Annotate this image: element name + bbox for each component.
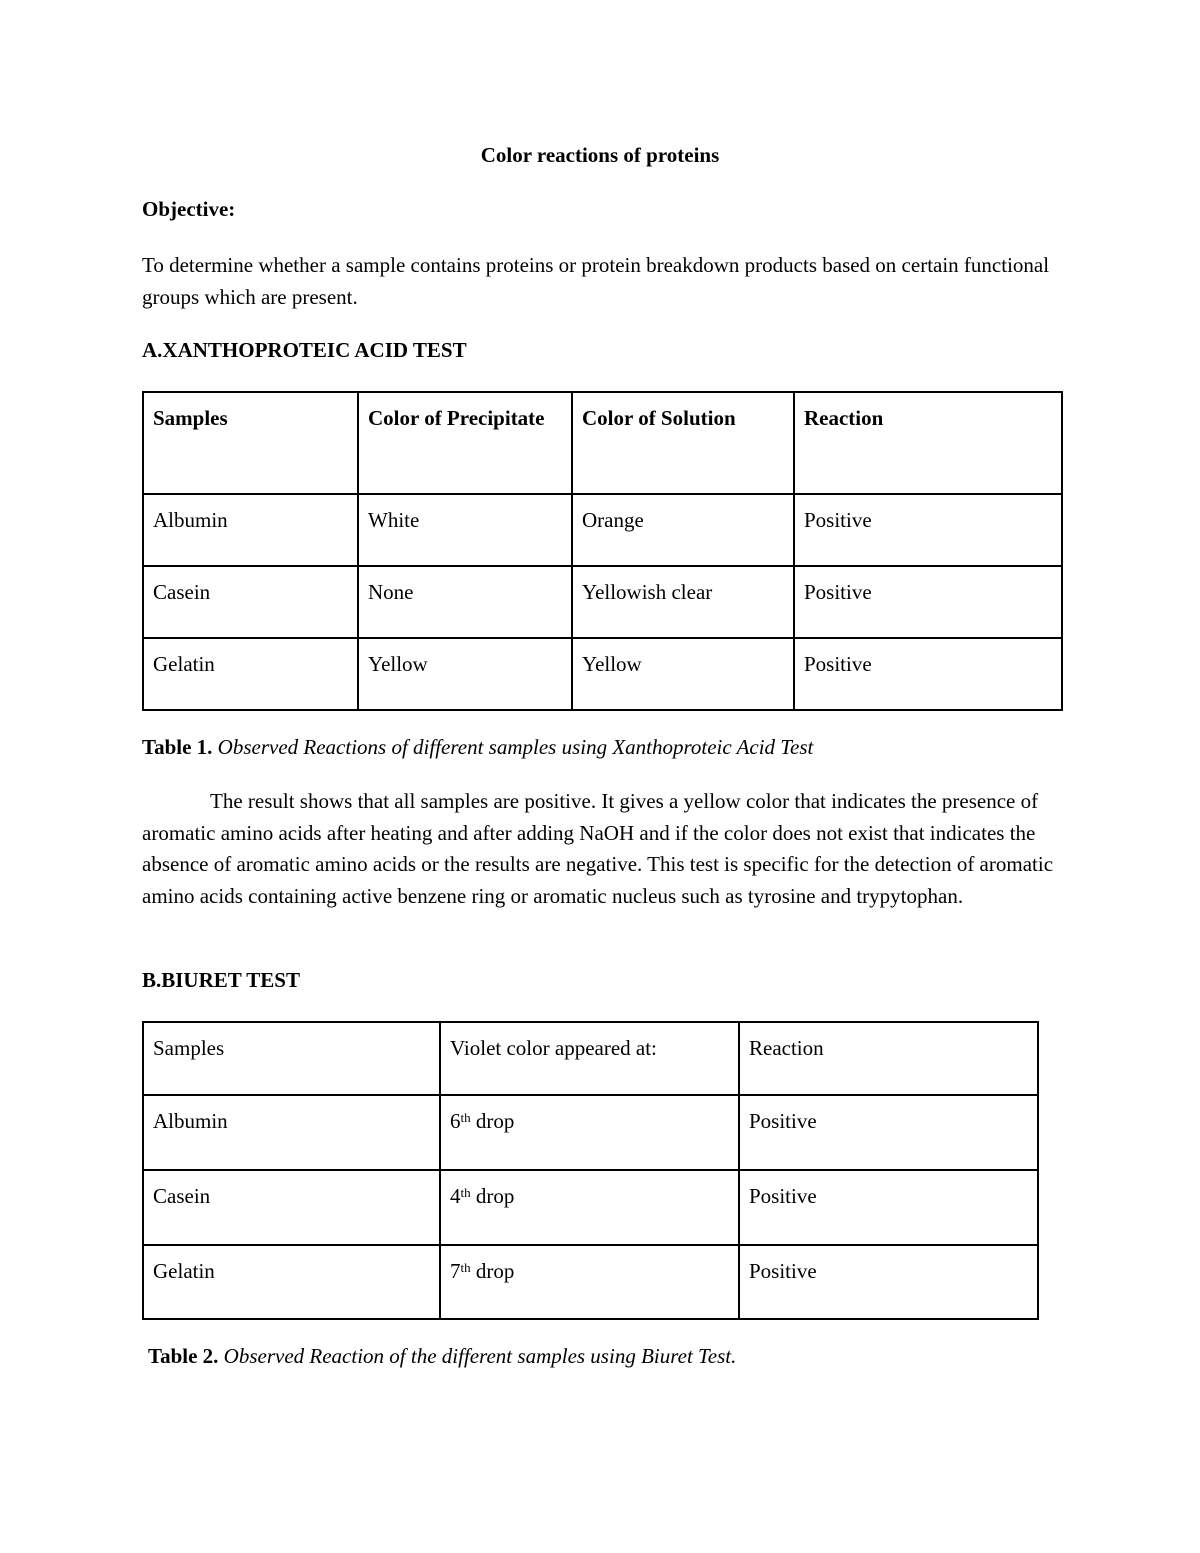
header-violet-color-appeared: Violet color appeared at:	[440, 1022, 739, 1095]
header-color-of-solution: Color of Solution	[572, 392, 794, 494]
table-cell: Positive	[739, 1095, 1038, 1170]
header-samples: Samples	[143, 392, 358, 494]
table-cell: Yellow	[572, 638, 794, 710]
table-2-caption	[148, 1344, 736, 1369]
table-cell-drop: 6th drop	[440, 1095, 739, 1170]
caption-text: Observed Reaction of the different samples using Biuret Test.	[218, 1344, 737, 1368]
table-cell: White	[358, 494, 572, 566]
discussion-text: The result shows that all samples are positive. It gives a yellow color that indicates the presence of aromatic amino acids after heating and after adding NaOH and if the color does not exist that indicates the absence of aromatic amino acids or the results are negative. This test is specific for the detection of aromatic amino acids containing active benzene ring or aromatic nucleus such as tyrosine and trypytophan.	[142, 789, 1054, 908]
table-row	[143, 1095, 1038, 1170]
header-color-of-precipitate: Color of Precipitate	[358, 392, 572, 494]
section-b-heading: B.BIURET TEST	[142, 968, 300, 992]
page-title: Color reactions of proteins	[480, 143, 720, 167]
table-cell: Positive	[794, 638, 1062, 710]
section-a-heading: A.XANTHOPROTEIC ACID TEST	[142, 338, 467, 362]
discussion-paragraph	[142, 786, 1062, 912]
table-cell: Casein	[143, 566, 358, 638]
table-1-caption	[142, 735, 813, 760]
table-cell: Positive	[794, 566, 1062, 638]
table-cell: Yellow	[358, 638, 572, 710]
table-header-row	[143, 1022, 1038, 1095]
table-cell: Orange	[572, 494, 794, 566]
table-cell: Gelatin	[143, 1245, 440, 1319]
table-header-row	[143, 392, 1062, 494]
objective-heading: Objective:	[142, 197, 236, 221]
table-cell: Casein	[143, 1170, 440, 1245]
table-row	[143, 1245, 1038, 1319]
caption-label: Table 1.	[142, 735, 213, 759]
table-cell: Positive	[739, 1245, 1038, 1319]
table-cell-drop: 4th drop	[440, 1170, 739, 1245]
caption-text: Observed Reactions of different samples using Xanthoproteic Acid Test	[212, 735, 814, 759]
table-row	[143, 638, 1062, 710]
table-cell: Yellowish clear	[572, 566, 794, 638]
xanthoproteic-table	[142, 391, 1063, 711]
header-reaction: Reaction	[739, 1022, 1038, 1095]
table-cell: Albumin	[143, 494, 358, 566]
table-cell: Gelatin	[143, 638, 358, 710]
table-row	[143, 566, 1062, 638]
table-cell-drop: 7th drop	[440, 1245, 739, 1319]
biuret-table	[142, 1021, 1039, 1320]
table-row	[143, 494, 1062, 566]
table-cell: Positive	[739, 1170, 1038, 1245]
table-cell: None	[358, 566, 572, 638]
header-reaction: Reaction	[794, 392, 1062, 494]
objective-text: To determine whether a sample contains proteins or protein breakdown products based on certain functional groups which are present.	[142, 253, 1050, 309]
table-cell: Positive	[794, 494, 1062, 566]
caption-label: Table 2.	[148, 1344, 219, 1368]
table-row	[143, 1170, 1038, 1245]
header-samples: Samples	[143, 1022, 440, 1095]
table-cell: Albumin	[143, 1095, 440, 1170]
